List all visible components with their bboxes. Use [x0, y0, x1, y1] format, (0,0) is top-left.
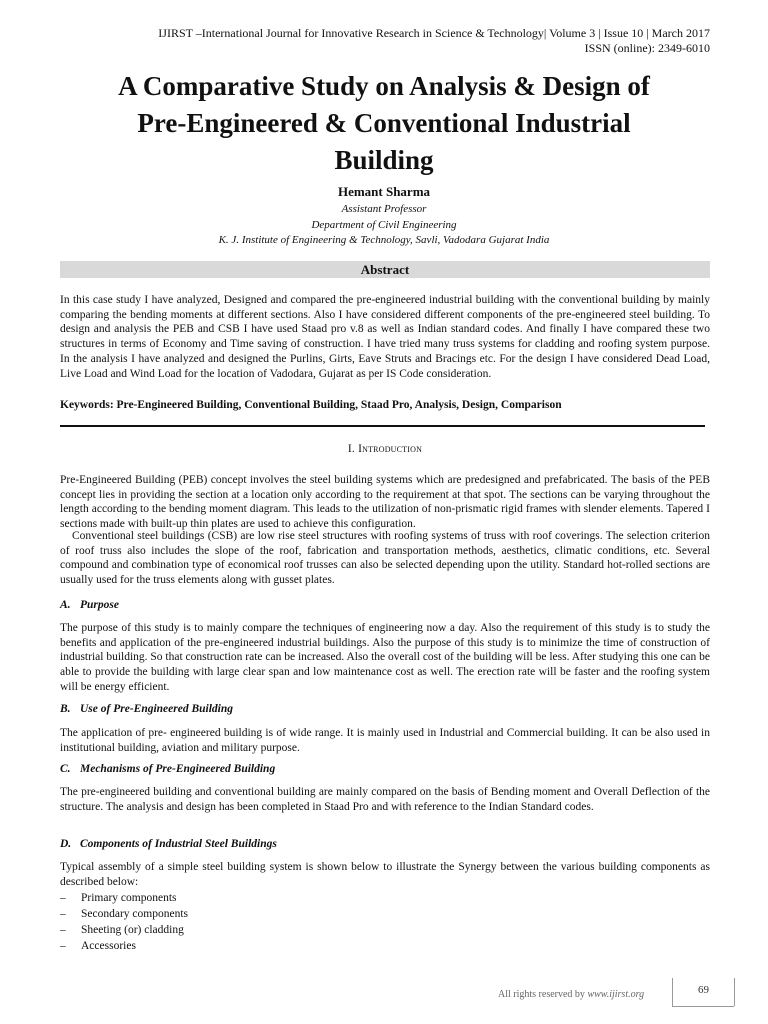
- paper-title: [60, 68, 708, 179]
- subsection-components-heading: [60, 838, 277, 850]
- issn-line: ISSN (online): 2349-6010: [584, 41, 710, 55]
- footer-divider: [734, 978, 735, 1006]
- footer-site-link[interactable]: www.ijirst.org: [587, 989, 645, 1000]
- list-item: – Accessories: [60, 940, 136, 952]
- keywords: Keywords: Pre-Engineered Building, Conventional Building, Staad Pro, Analysis, Design, Comparison: [60, 399, 562, 411]
- journal-header: IJIRST –International Journal for Innovative Research in Science & Technology| Volume 3 | Issue 10 | March 2017: [158, 26, 710, 40]
- subsection-use-heading: [60, 703, 233, 715]
- subsection-purpose-heading: [60, 599, 119, 611]
- use-text: The application of pre- engineered building is of wide range. It is mainly used in Industrial and Commercial building. It can be also used in institutional building, aviation and military purpose.: [60, 727, 710, 754]
- title-line-1: A Comparative Study on Analysis & Design of: [118, 71, 650, 101]
- list-item: – Primary components: [60, 892, 177, 904]
- subsection-title: Components of Industrial Steel Buildings: [80, 838, 277, 850]
- subsection-letter: A.: [60, 599, 71, 611]
- footer-divider: [672, 978, 673, 1006]
- subsection-mechanisms-heading: [60, 763, 275, 775]
- components-list: [60, 890, 360, 954]
- footer-divider: [672, 1006, 734, 1007]
- subsection-letter: C.: [60, 763, 71, 775]
- title-line-2: Pre-Engineered & Conventional Industrial: [137, 108, 631, 138]
- author-department: Department of Civil Engineering: [311, 219, 457, 231]
- introduction-heading: I. Introduction: [347, 443, 423, 455]
- components-text: Typical assembly of a simple steel building system is shown below to illustrate the Synergy between the various building components as described below:: [60, 861, 710, 888]
- abstract-heading: Abstract: [60, 261, 710, 278]
- subsection-title: Mechanisms of Pre-Engineered Building: [80, 763, 276, 775]
- subsection-letter: B.: [60, 703, 71, 715]
- author-name: Hemant Sharma: [337, 184, 431, 199]
- list-item: – Sheeting (or) cladding: [60, 924, 184, 936]
- subsection-title: Use of Pre-Engineered Building: [80, 703, 234, 715]
- subsection-title: Purpose: [80, 599, 119, 611]
- purpose-text: The purpose of this study is to mainly compare the techniques of engineering now a day. Also the requirement of this study is to study the benefits and application of the pre-engineered industrial buildings. Also the purpose of this study is to minimize the time of construction of industrial building. So that construction rate can be increased. Also the overall cost of the building will be less. After studying this one can be able to provide the building with large clear span and low maintenance cost as well. The erection rate will be faster and the roofing system will be energy efficient.: [60, 622, 710, 693]
- author-institute: K. J. Institute of Engineering & Technology, Savli, Vadodara Gujarat India: [218, 234, 550, 246]
- intro-paragraph-1: Pre-Engineered Building (PEB) concept involves the steel building systems which are predesigned and prefabricated. The basis of the PEB concept lies in providing the section at a location only according to the requirement at that spot. The sections can be varying throughout the length according to the bending moment diagram. This leads to the utilization of non-prismatic rigid frames with slender elements. Tapered I sections made with built-up thin plates are used to achieve this configuration.: [60, 474, 710, 531]
- abstract-text: In this case study I have analyzed, Designed and compared the pre-engineered industrial building with the conventional building by mainly comparing the bending moments at different sections. Also I have considered different components of the pre-engineered steel building. To design and analysis the PEB and CSB I have used Staad pro v.8 as well as Indian standard codes. And finally I have compared these two structures in terms of Economy and Time saving of construction. I have tried many truss systems for cladding and roofing system purpose. In the analysis I have analyzed and designed the Purlins, Girts, Eave Struts and Bracings etc. For the design I have considered Dead Load, Live Load and Wind Load for the location of Vadodara, Gujarat as per IS Code consideration.: [60, 294, 710, 380]
- section-divider: [60, 425, 705, 427]
- intro-paragraph-2: Conventional steel buildings (CSB) are low rise steel structures with roofing systems of truss with roof coverings. The selection criterion of roof truss also includes the slope of the roof, fabrication and transportation methods, aesthetics, climatic conditions, etc. Several compound and combination type of economical roof trusses can also be selected depending upon the utility. Standard hot-rolled sections are usually used for the truss elements along with gusset plates.: [60, 530, 710, 587]
- title-line-3: Building: [334, 145, 434, 175]
- author-position: Assistant Professor: [341, 203, 427, 215]
- mechanisms-text: The pre-engineered building and conventional building are mainly compared on the basis of Bending moment and Overall Deflection of the structure. The analysis and design has been completed in Staad Pro and with reference to the Indian Standard codes.: [60, 786, 710, 813]
- list-item: – Secondary components: [60, 908, 188, 920]
- page-number: 69: [698, 984, 709, 996]
- subsection-letter: D.: [60, 838, 72, 850]
- footer-rights: All rights reserved by www.ijirst.org: [498, 989, 645, 1000]
